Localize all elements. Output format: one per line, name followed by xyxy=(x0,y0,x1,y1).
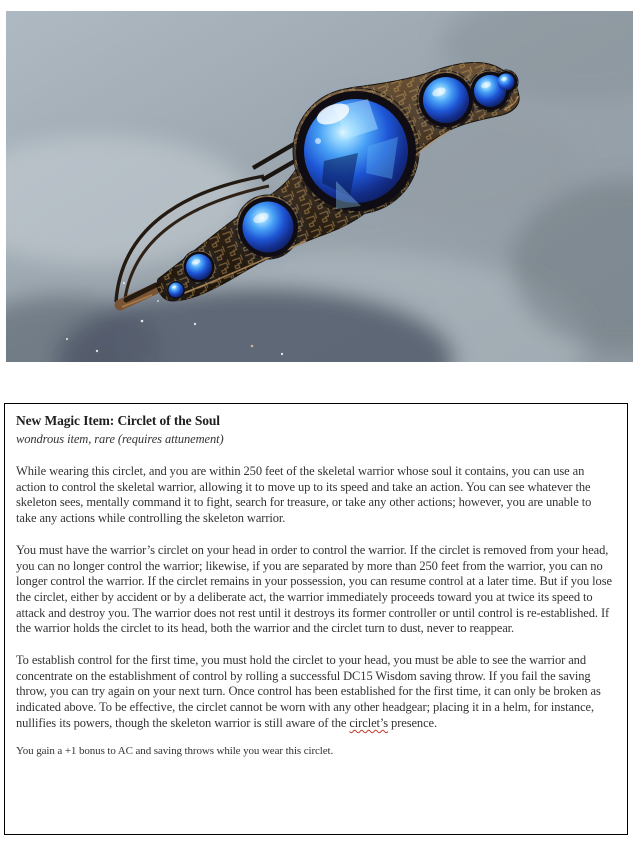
paragraph-control-rules: You must have the warrior’s circlet on your head in order to control the warrior. If the circlet is removed from your head, you can no longer control the warrior; likewise, if you are separated by more than 250 feet from the warrior, you can no longer control the warrior. If the circlet remains in your possession, you can resume control at a later time. But if you lose the circlet, either by accident or by a deliberate act, the warrior immediately proceeds toward you at twice its speed to attack and destroy you. The warrior does not rest until it destroys its former controller or until control is re-established. If the warrior holds the circlet to its head, both the warrior and the circlet turn to dust, never to reappear. xyxy=(16,542,612,636)
misspelled-word-circlets: circlet’s xyxy=(349,715,389,730)
paragraph3-text-after: presence. xyxy=(388,715,438,730)
gem-left-medium xyxy=(243,202,294,253)
item-subtitle: wondrous item, rare (requires attunement) xyxy=(16,432,224,446)
paragraph-control-ability: While wearing this circlet, and you are within 250 feet of the skeletal warrior whose soul it contains, you can use an action to control the skeletal warrior, allowing it to move up to its speed and take an action. You can see whatever the skeleton sees, mentally command it to fight, search for treasure, or take any other actions; however, you are unable to take any actions while controlling the skeleton warrior. xyxy=(16,464,592,526)
paragraph3-text-before: To establish control for the first time, you must hold the circlet to your head, you must be able to see the warrior and concentrate on the establishment of control by rolling a successful DC15 Wisdom saving throw. If you fail the saving throw, you can try again on your next turn. Once control has been established for the first time, it can only be broken as indicated above. To be effective, the circlet cannot be worn with any other headgear; placing it in a helm, for instance, nullifies its powers, though the skeleton warrior is still aware of the xyxy=(16,653,601,730)
item-title: New Magic Item: Circlet of the Soul xyxy=(16,413,220,428)
magic-item-text-box xyxy=(4,403,628,835)
gem-left-small xyxy=(186,254,212,280)
gem-right-medium xyxy=(423,77,469,123)
circlet-illustration xyxy=(6,11,633,362)
gem-right-tiny xyxy=(498,74,515,91)
paragraph-establish-control xyxy=(16,653,614,732)
gem-left-tiny xyxy=(169,283,184,298)
circlet-illustration-svg xyxy=(6,11,633,362)
paragraph-bonus: You gain a +1 bonus to AC and saving throws while you wear this circlet. xyxy=(16,744,334,757)
